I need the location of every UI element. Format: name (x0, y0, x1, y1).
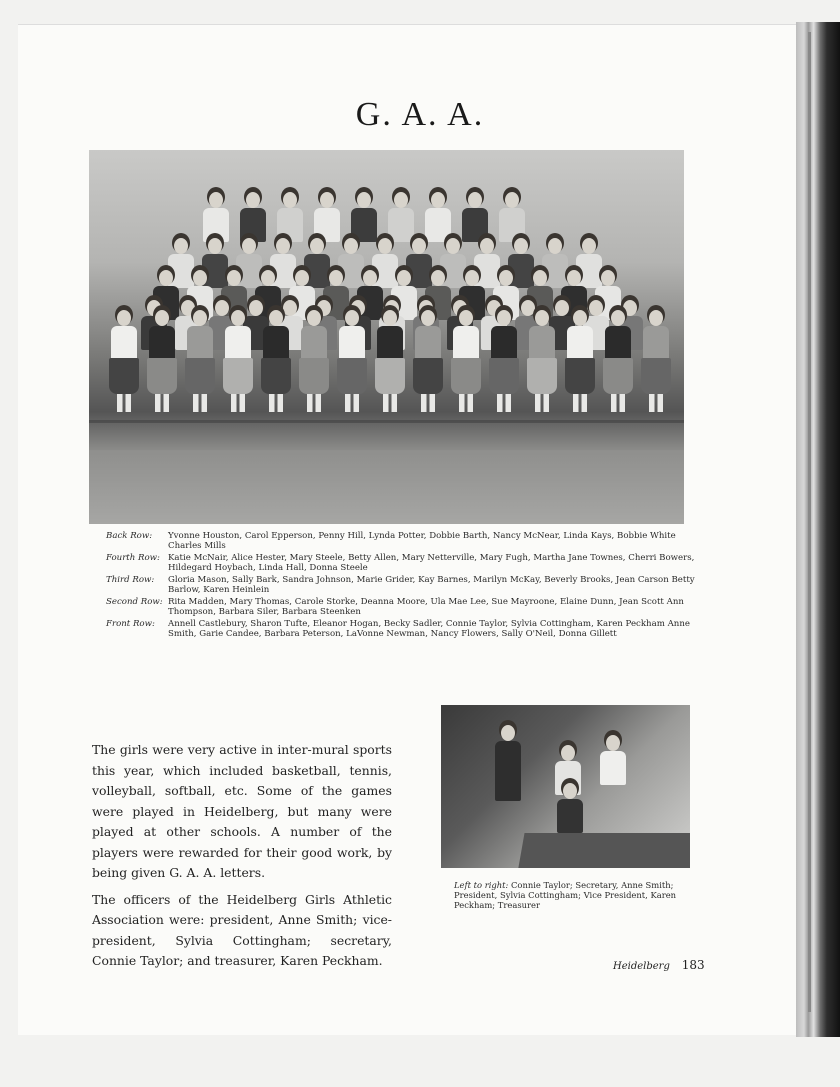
photo-table (517, 833, 690, 868)
paragraph: The girls were very active in inter-mural sports this year, which included basketball, tennis, volleyball, softball, etc. Some of the games were played in Heidelberg, but many were played at other schools. A number of the players were rewarded for their good work, by being given G. A. A. letters. (92, 742, 392, 880)
caption-text: Connie Taylor; Secretary, Anne Smith; President, Sylvia Cottingham; Vice President, Karen Peckham; Treasurer (454, 880, 677, 910)
group-photo (89, 150, 684, 524)
spine-edge (808, 32, 811, 1012)
row-names: Rita Madden, Mary Thomas, Carole Storke, Deanna Moore, Ula Mae Lee, Sue Mayroone, Elaine Dunn, Jean Scott Ann Thompson, Barbara Siler, Barbara Steenken (168, 597, 684, 617)
row-names: Gloria Mason, Sally Bark, Sandra Johnson, Marie Grider, Kay Barnes, Marilyn McKay, Beverly Brooks, Jean Carson Betty Barlow, Karen Heinlein (168, 575, 695, 595)
book-title: Heidelberg (613, 961, 670, 972)
bleacher-line (89, 420, 684, 423)
gym-floor (89, 450, 684, 524)
caption-row-second (106, 597, 696, 617)
row-label: Third Row: (106, 575, 155, 585)
row-label: Fourth Row: (106, 553, 160, 563)
row-names: Yvonne Houston, Carol Epperson, Penny Hill, Lynda Potter, Dobbie Barth, Nancy McNear, Linda Kays, Bobbie White Charles Mills (168, 531, 676, 551)
book-spine (796, 22, 840, 1037)
caption-lead: Left to right: (454, 880, 509, 890)
page-footer (613, 958, 705, 972)
row-names: Katie McNair, Alice Hester, Mary Steele, Betty Allen, Mary Netterville, Mary Fugh, Martha Jane Townes, Cherri Bowers, Hildegard Hoybach, Linda Hall, Donna Steele (168, 553, 695, 573)
page-number: 183 (681, 958, 705, 972)
caption-row-fourth (106, 553, 696, 573)
officers-photo (441, 705, 690, 868)
caption-row-front (106, 619, 696, 639)
row-names: Annell Castlebury, Sharon Tufte, Eleanor Hogan, Becky Sadler, Connie Taylor, Sylvia Cottingham, Karen Peckham Anne Smith, Garie Candee, Barbara Peterson, LaVonne Newman, Nancy Flowers, Sally O'Neil, Donna Gillett (168, 619, 690, 639)
article-body (92, 740, 392, 978)
caption-row-back (106, 531, 696, 551)
group-caption (106, 531, 696, 641)
paragraph: The officers of the Heidelberg Girls Athletic Association were: president, Anne Smith; vice-president, Sylvia Cottingham; secretary, Connie Taylor; and treasurer, Karen Peckham. (92, 891, 392, 968)
row-label: Second Row: (106, 597, 163, 607)
caption-row-third (106, 575, 696, 595)
row-label: Front Row: (106, 619, 155, 629)
page-title: G. A. A. (355, 96, 485, 133)
row-label: Back Row: (106, 531, 153, 541)
officers-caption (454, 880, 698, 910)
